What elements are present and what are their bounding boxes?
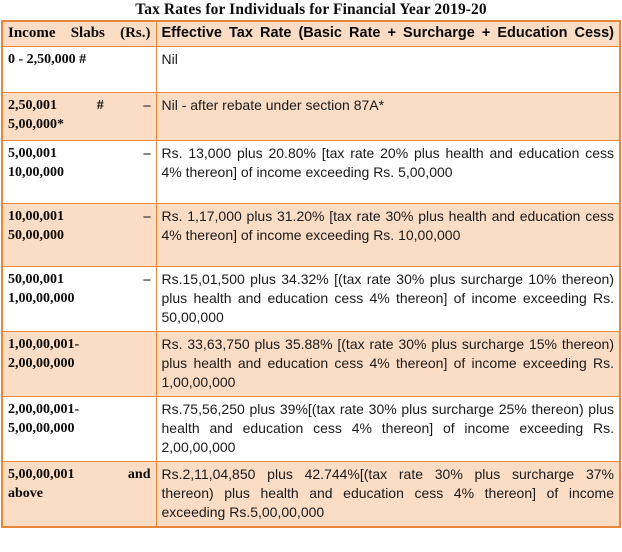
table-row [2, 462, 620, 528]
income-slab-cell [2, 267, 156, 332]
slab-line-1: 50,00,001 – [8, 272, 151, 287]
slab-line-1: 1,00,00,001- [8, 337, 80, 352]
slab-line-1: 10,00,001 – [8, 209, 151, 224]
header-slab-line1: Income [8, 25, 56, 41]
slab-line-2: 10,00,000 [8, 165, 64, 180]
slab-line-1: 2,00,00,001- [8, 402, 80, 417]
header-slab-line2: Slabs [70, 25, 105, 41]
header-rate-line1: Effective Tax Rate (Basic Rate + Surcharge + [161, 25, 491, 41]
income-slab-cell [2, 47, 156, 93]
table-row [2, 204, 620, 267]
income-slab-cell [2, 397, 156, 462]
effective-tax-rate-cell: Nil [156, 47, 620, 93]
effective-tax-rate-cell: Nil - after rebate under section 87A* [156, 93, 620, 141]
table-row [2, 267, 620, 332]
effective-tax-rate-cell: Rs. 13,000 plus 20.80% [tax rate 20% plus health and education cess 4% thereon] of income exceeding Rs. 5,00,000 [156, 141, 620, 204]
table-header-row [2, 21, 620, 47]
income-slab-cell [2, 141, 156, 204]
page-title: Tax Rates for Individuals for Financial Year 2019-20 [135, 1, 487, 18]
income-slab-cell [2, 204, 156, 267]
slab-line-2: 1,00,00,000 [8, 291, 75, 306]
header-rate-line2: Education Cess) [497, 25, 614, 41]
slab-line-2: 50,00,000 [8, 228, 64, 243]
effective-tax-rate-cell: Rs.2,11,04,850 plus 42.744%[(tax rate 30% plus surcharge 37% thereon) plus health and education cess 4% thereon] of income exceeding Rs.5,00,00,000 [156, 462, 620, 528]
effective-tax-rate-cell: Rs. 33,63,750 plus 35.88% [(tax rate 30% plus surcharge 15% thereon) plus health and education cess 4% thereon] of income exceeding Rs. 1,00,00,000 [156, 332, 620, 397]
income-slab-cell [2, 93, 156, 141]
table-row [2, 397, 620, 462]
tax-rates-table [1, 20, 621, 528]
slab-line-2: 5,00,00,000 [8, 421, 75, 436]
table-row [2, 332, 620, 397]
column-header-effective-tax-rate [156, 21, 620, 47]
table-row [2, 141, 620, 204]
column-header-income-slabs [2, 21, 156, 47]
slab-line-1: 5,00,00,001 and [8, 467, 151, 482]
slab-line-1: 0 - 2,50,000 # [8, 52, 87, 67]
table-row [2, 47, 620, 93]
effective-tax-rate-cell: Rs.15,01,500 plus 34.32% [(tax rate 30% plus surcharge 10% thereon) plus health and education cess 4% thereon] of income exceeding Rs. 50,00,000 [156, 267, 620, 332]
slab-line-2: 5,00,000* [8, 117, 64, 132]
slab-line-1: 2,50,001 # – [8, 98, 151, 113]
header-slab-line3: (Rs.) [120, 25, 151, 41]
effective-tax-rate-cell: Rs. 1,17,000 plus 31.20% [tax rate 30% plus health and education cess 4% thereon] of income exceeding Rs. 10,00,000 [156, 204, 620, 267]
table-row [2, 93, 620, 141]
slab-line-2: 2,00,00,000 [8, 356, 75, 371]
slab-line-2: above [8, 486, 43, 501]
income-slab-cell [2, 462, 156, 528]
effective-tax-rate-cell: Rs.75,56,250 plus 39%[(tax rate 30% plus surcharge 25% thereon) plus health and education cess 4% thereon] of income exceeding Rs. 2,00,00,000 [156, 397, 620, 462]
slab-line-1: 5,00,001 – [8, 146, 151, 161]
income-slab-cell [2, 332, 156, 397]
